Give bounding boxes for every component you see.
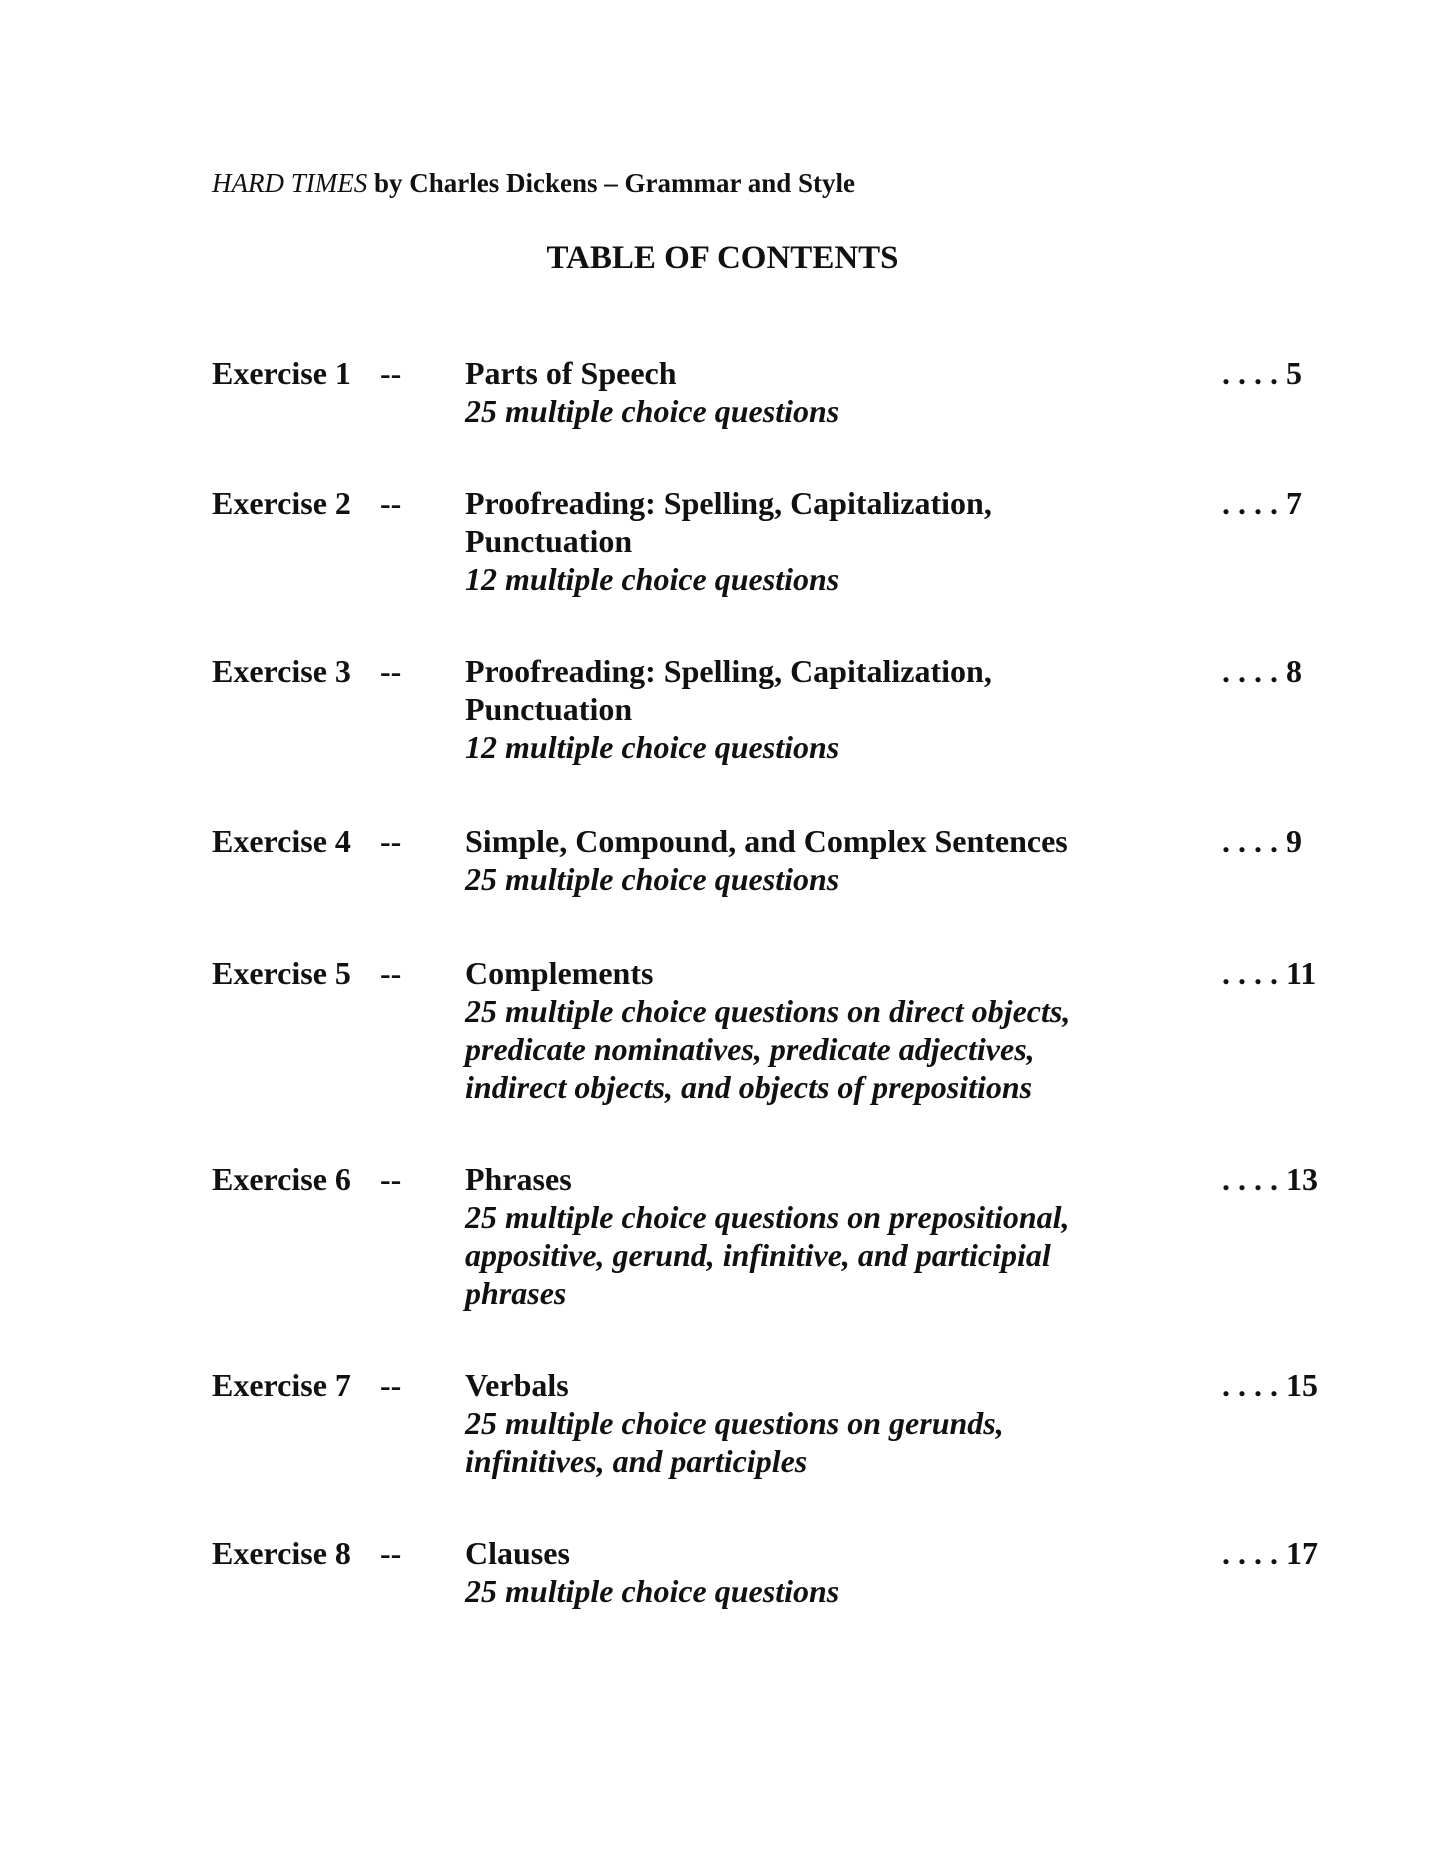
topic-description: 25 multiple choice questions [465, 393, 840, 429]
entry-dash: -- [380, 823, 402, 859]
page-number: . . . . 8 [1222, 653, 1302, 689]
entry-topic [465, 1160, 1125, 1312]
toc-entry [212, 652, 1342, 766]
topic-title: Proofreading: Spelling, Capitalization, Punctuation [465, 485, 992, 559]
entry-topic [465, 1366, 1125, 1480]
entry-dash: -- [380, 1161, 402, 1197]
entry-dash: -- [380, 955, 402, 991]
page-number: . . . . 15 [1222, 1367, 1318, 1403]
topic-title: Parts of Speech [465, 355, 677, 391]
entry-topic [465, 1534, 1125, 1610]
page-number: . . . . 11 [1222, 955, 1317, 991]
topic-description: 25 multiple choice questions on direct objects, predicate nominatives, predicate adjectives, indirect objects, and objects of prepositions [465, 993, 1071, 1105]
topic-description: 12 multiple choice questions [465, 729, 840, 765]
entry-dash: -- [380, 485, 402, 521]
exercise-label: Exercise 6 [212, 1161, 351, 1197]
toc-entry [212, 1160, 1342, 1312]
entry-dash: -- [380, 1535, 402, 1571]
entry-topic [465, 652, 1125, 766]
topic-title: Phrases [465, 1161, 572, 1197]
exercise-label: Exercise 3 [212, 653, 351, 689]
page-number: . . . . 5 [1222, 355, 1302, 391]
topic-description: 25 multiple choice questions on prepositional, appositive, gerund, infinitive, and participial phrases [465, 1199, 1070, 1311]
topic-title: Verbals [465, 1367, 569, 1403]
entry-topic [465, 822, 1125, 898]
entry-topic [465, 954, 1125, 1106]
toc-entry [212, 1366, 1342, 1480]
entry-dash: -- [380, 355, 402, 391]
entry-topic [465, 484, 1125, 598]
page-number: . . . . 7 [1222, 485, 1302, 521]
page-number: . . . . 13 [1222, 1161, 1318, 1197]
toc-entry [212, 484, 1342, 598]
toc-entry [212, 354, 1342, 430]
topic-description: 25 multiple choice questions on gerunds, infinitives, and participles [465, 1405, 1004, 1479]
topic-description: 25 multiple choice questions [465, 861, 840, 897]
toc-entry [212, 954, 1342, 1106]
exercise-label: Exercise 1 [212, 355, 351, 391]
toc-entry [212, 1534, 1342, 1610]
exercise-label: Exercise 4 [212, 823, 351, 859]
entry-dash: -- [380, 1367, 402, 1403]
exercise-label: Exercise 2 [212, 485, 351, 521]
topic-title: Complements [465, 955, 654, 991]
exercise-label: Exercise 7 [212, 1367, 351, 1403]
toc-entry [212, 822, 1342, 898]
entry-dash: -- [380, 653, 402, 689]
toc-title: TABLE OF CONTENTS [546, 240, 899, 276]
topic-description: 25 multiple choice questions [465, 1573, 840, 1609]
header-byline: by Charles Dickens – Grammar and Style [367, 168, 855, 198]
topic-description: 12 multiple choice questions [465, 561, 840, 597]
page-header [212, 168, 855, 199]
topic-title: Simple, Compound, and Complex Sentences [465, 823, 1068, 859]
exercise-label: Exercise 8 [212, 1535, 351, 1571]
page-number: . . . . 9 [1222, 823, 1302, 859]
toc-list [212, 354, 1342, 1610]
exercise-label: Exercise 5 [212, 955, 351, 991]
topic-title: Proofreading: Spelling, Capitalization, Punctuation [465, 653, 992, 727]
topic-title: Clauses [465, 1535, 570, 1571]
book-title: HARD TIMES [212, 168, 368, 198]
entry-topic [465, 354, 1125, 430]
page-number: . . . . 17 [1222, 1535, 1318, 1571]
